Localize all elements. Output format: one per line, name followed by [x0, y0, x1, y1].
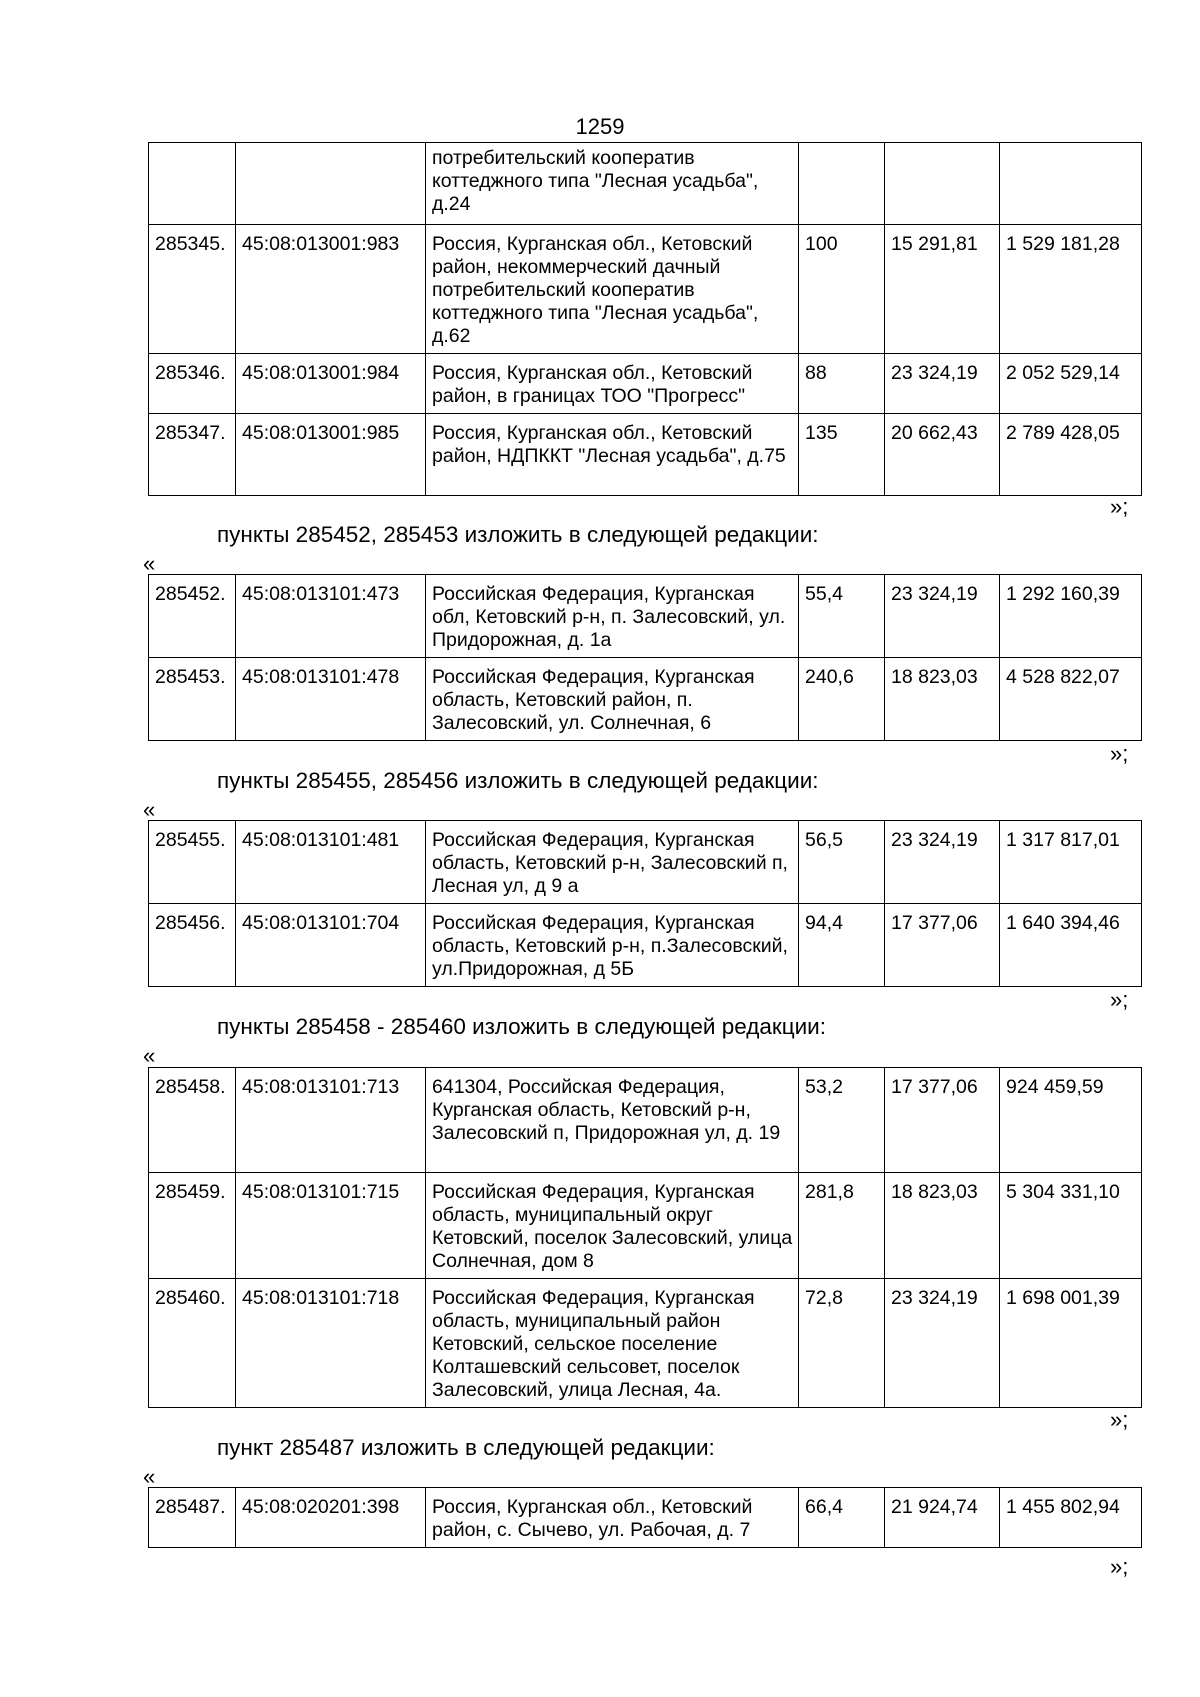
closing-quote: »;: [1110, 1407, 1129, 1432]
area: 56,5: [799, 821, 885, 904]
address: Россия, Курганская обл., Кетовский район, некоммерческий дачный потребительский кооператив коттеджного типа "Лесная усадьба", д.62: [426, 225, 799, 354]
amendment-intro: пункты 285458 - 285460 изложить в следующей редакции:: [217, 1014, 827, 1039]
specific-value: 18 823,03: [885, 658, 1000, 741]
address: Россия, Курганская обл., Кетовский район, в границах ТОО "Прогресс": [426, 354, 799, 414]
area: [799, 143, 885, 225]
address: 641304, Российская Федерация, Курганская область, Кетовский р-н, Залесовский п, Придорожная ул, д. 19: [426, 1068, 799, 1173]
cadastral-value: 1 529 181,28: [1000, 225, 1142, 354]
registry-table: [148, 820, 1142, 987]
row-number: [149, 143, 236, 225]
opening-quote: «: [143, 551, 156, 576]
row-number: 285345.: [149, 225, 236, 354]
address: Российская Федерация, Курганская область, Кетовский р-н, Залесовский п, Лесная ул, д 9 а: [426, 821, 799, 904]
address: Россия, Курганская обл., Кетовский район, НДПККТ "Лесная усадьба", д.75: [426, 414, 799, 496]
cadastral-number: 45:08:013101:704: [236, 904, 426, 987]
area: 53,2: [799, 1068, 885, 1173]
row-number: 285452.: [149, 575, 236, 658]
cadastral-number: 45:08:013101:478: [236, 658, 426, 741]
cadastral-value: 924 459,59: [1000, 1068, 1142, 1173]
table-row: [149, 658, 1142, 741]
table-row: [149, 143, 1142, 225]
address: потребительский кооператив коттеджного типа "Лесная усадьба", д.24: [426, 143, 799, 225]
amendment-intro: пункты 285452, 285453 изложить в следующей редакции:: [217, 522, 819, 547]
row-number: 285347.: [149, 414, 236, 496]
area: 135: [799, 414, 885, 496]
amendment-intro: пункт 285487 изложить в следующей редакции:: [217, 1435, 715, 1460]
cadastral-value: 2 052 529,14: [1000, 354, 1142, 414]
area: 94,4: [799, 904, 885, 987]
area: 281,8: [799, 1173, 885, 1279]
cadastral-number: 45:08:013101:473: [236, 575, 426, 658]
row-number: 285458.: [149, 1068, 236, 1173]
cadastral-number: 45:08:013101:713: [236, 1068, 426, 1173]
specific-value: 17 377,06: [885, 1068, 1000, 1173]
area: 100: [799, 225, 885, 354]
cadastral-number: 45:08:013001:983: [236, 225, 426, 354]
registry-table: [148, 574, 1142, 741]
specific-value: 20 662,43: [885, 414, 1000, 496]
cadastral-value: 1 640 394,46: [1000, 904, 1142, 987]
area: 88: [799, 354, 885, 414]
table-row: [149, 354, 1142, 414]
area: 66,4: [799, 1488, 885, 1548]
specific-value: [885, 143, 1000, 225]
area: 72,8: [799, 1279, 885, 1408]
cadastral-value: 1 455 802,94: [1000, 1488, 1142, 1548]
specific-value: 21 924,74: [885, 1488, 1000, 1548]
cadastral-value: 1 292 160,39: [1000, 575, 1142, 658]
page-number: 1259: [575, 114, 625, 139]
cadastral-value: 1 698 001,39: [1000, 1279, 1142, 1408]
cadastral-value: 2 789 428,05: [1000, 414, 1142, 496]
cadastral-number: [236, 143, 426, 225]
closing-quote: »;: [1110, 1554, 1129, 1579]
cadastral-number: 45:08:020201:398: [236, 1488, 426, 1548]
cadastral-value: [1000, 143, 1142, 225]
cadastral-value: 4 528 822,07: [1000, 658, 1142, 741]
specific-value: 17 377,06: [885, 904, 1000, 987]
row-number: 285460.: [149, 1279, 236, 1408]
cadastral-number: 45:08:013001:984: [236, 354, 426, 414]
table-row: [149, 1068, 1142, 1173]
opening-quote: «: [143, 1464, 156, 1489]
row-number: 285459.: [149, 1173, 236, 1279]
specific-value: 23 324,19: [885, 575, 1000, 658]
specific-value: 15 291,81: [885, 225, 1000, 354]
cadastral-number: 45:08:013001:985: [236, 414, 426, 496]
closing-quote: »;: [1110, 494, 1129, 519]
specific-value: 18 823,03: [885, 1173, 1000, 1279]
registry-table: [148, 1487, 1142, 1548]
table-row: [149, 414, 1142, 496]
specific-value: 23 324,19: [885, 821, 1000, 904]
table-row: [149, 1488, 1142, 1548]
table-row: [149, 1279, 1142, 1408]
address: Российская Федерация, Курганская область, муниципальный район Кетовский, сельское поселение Колташевский сельсовет, поселок Залесовский, улица Лесная, 4а.: [426, 1279, 799, 1408]
area: 240,6: [799, 658, 885, 741]
row-number: 285487.: [149, 1488, 236, 1548]
table-row: [149, 1173, 1142, 1279]
cadastral-value: 1 317 817,01: [1000, 821, 1142, 904]
closing-quote: »;: [1110, 741, 1129, 766]
cadastral-number: 45:08:013101:715: [236, 1173, 426, 1279]
area: 55,4: [799, 575, 885, 658]
table-row: [149, 821, 1142, 904]
address: Российская Федерация, Курганская область, Кетовский район, п. Залесовский, ул. Солнечная, 6: [426, 658, 799, 741]
specific-value: 23 324,19: [885, 354, 1000, 414]
opening-quote: «: [143, 797, 156, 822]
registry-table: [148, 1067, 1142, 1408]
row-number: 285453.: [149, 658, 236, 741]
table-row: [149, 904, 1142, 987]
cadastral-number: 45:08:013101:481: [236, 821, 426, 904]
specific-value: 23 324,19: [885, 1279, 1000, 1408]
table-row: [149, 575, 1142, 658]
cadastral-value: 5 304 331,10: [1000, 1173, 1142, 1279]
address: Российская Федерация, Курганская область, муниципальный округ Кетовский, поселок Залесовский, улица Солнечная, дом 8: [426, 1173, 799, 1279]
table-row: [149, 225, 1142, 354]
amendment-intro: пункты 285455, 285456 изложить в следующей редакции:: [217, 768, 819, 793]
cadastral-number: 45:08:013101:718: [236, 1279, 426, 1408]
address: Россия, Курганская обл., Кетовский район, с. Сычево, ул. Рабочая, д. 7: [426, 1488, 799, 1548]
closing-quote: »;: [1110, 987, 1129, 1012]
row-number: 285456.: [149, 904, 236, 987]
address: Российская Федерация, Курганская область, Кетовский р-н, п.Залесовский, ул.Придорожная, д 5Б: [426, 904, 799, 987]
opening-quote: «: [143, 1043, 156, 1068]
address: Российская Федерация, Курганская обл, Кетовский р-н, п. Залесовский, ул. Придорожная, д. 1а: [426, 575, 799, 658]
row-number: 285455.: [149, 821, 236, 904]
registry-table: [148, 142, 1142, 496]
row-number: 285346.: [149, 354, 236, 414]
